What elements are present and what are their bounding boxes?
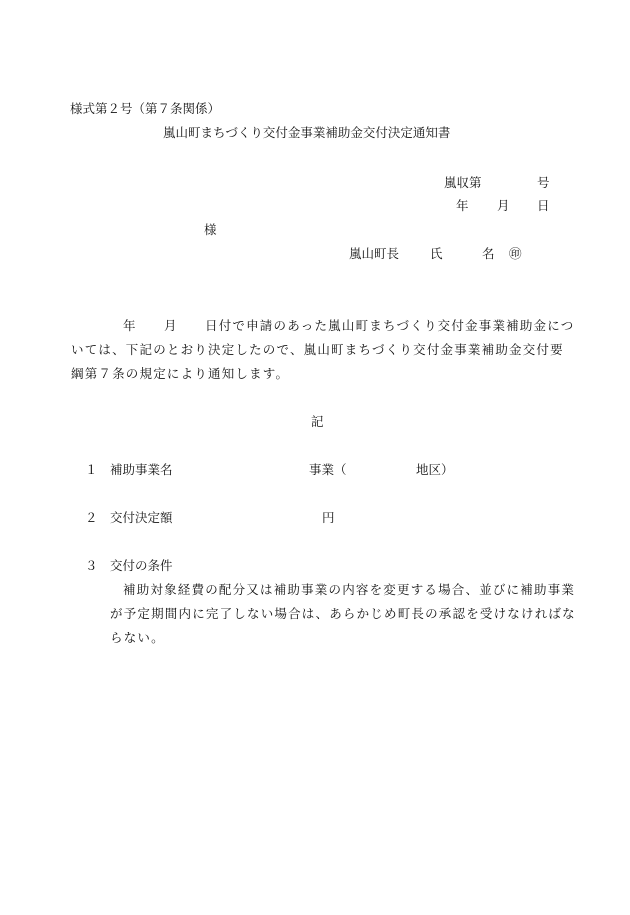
item-3-label: 交付の条件 <box>110 558 173 573</box>
body-line-1: 日付で申請のあった嵐山町まちづくり交付金事業補助金につ <box>205 318 575 333</box>
item-3-text-line-3: らない。 <box>110 630 165 645</box>
item-1-label: 補助事業名 <box>110 462 173 477</box>
issuer-name-label: 名 <box>482 246 495 261</box>
form-label: 様式第２号（第７条関係） <box>70 101 221 116</box>
item-1-value-prefix: 事業（ <box>309 462 347 477</box>
item-3-number: ３ <box>85 558 98 573</box>
item-3-text-line-1: 補助対象経費の配分又は補助事業の内容を変更する場合、並びに補助事業 <box>123 582 576 597</box>
item-3-text-line-2: が予定期間内に完了しない場合は、あらかじめ町長の承認を受けなければな <box>110 606 576 621</box>
issuer-surname-label: 氏 <box>430 246 443 261</box>
seal-mark: ㊞ <box>509 246 522 261</box>
item-2-label: 交付決定額 <box>110 510 173 525</box>
body-month: 月 <box>164 318 177 333</box>
body-line-3: 綱第７条の規定により通知します。 <box>71 366 290 381</box>
doc-number-prefix: 嵐収第 <box>444 175 482 190</box>
item-1-value-suffix: 地区） <box>416 462 454 477</box>
date-year: 年 <box>456 198 469 213</box>
date-day: 日 <box>537 198 550 213</box>
doc-number-suffix: 号 <box>537 175 550 190</box>
ki-heading: 記 <box>311 414 324 429</box>
recipient-honorific: 様 <box>204 222 217 237</box>
document-title: 嵐山町まちづくり交付金事業補助金交付決定通知書 <box>163 125 451 140</box>
body-year: 年 <box>123 318 136 333</box>
body-line-2: いては、下記のとおり決定したので、嵐山町まちづくり交付金事業補助金交付要 <box>71 342 564 357</box>
date-month: 月 <box>497 198 510 213</box>
item-2-number: ２ <box>85 510 98 525</box>
issuer-title: 嵐山町長 <box>349 246 400 261</box>
item-2-value: 円 <box>322 510 335 525</box>
item-1-number: １ <box>85 462 98 477</box>
